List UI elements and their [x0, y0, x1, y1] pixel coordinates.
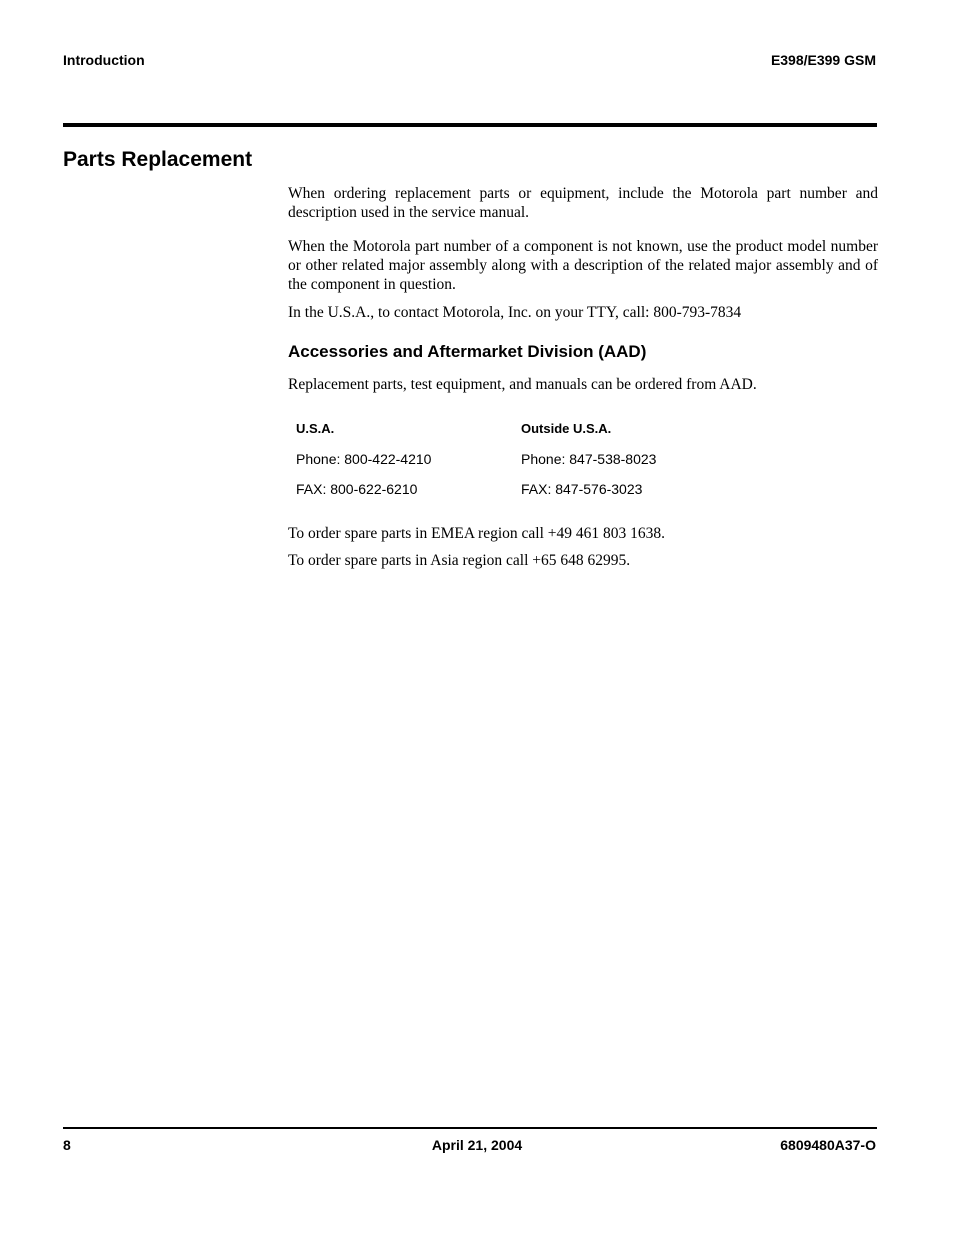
paragraph-tty-contact: In the U.S.A., to contact Motorola, Inc. on your TTY, call: 800-793-7834 — [288, 304, 742, 321]
page-title: Parts Replacement — [63, 148, 253, 171]
footer-rule — [63, 1127, 877, 1129]
table-cell-outside-fax: FAX: 847-576-3023 — [521, 481, 643, 497]
table-cell-outside-phone: Phone: 847-538-8023 — [521, 451, 657, 467]
table-header-outside-usa: Outside U.S.A. — [521, 421, 612, 436]
table-cell-usa-fax: FAX: 800-622-6210 — [296, 481, 418, 497]
footer-doc-number: 6809480A37-O — [780, 1137, 876, 1153]
table-cell-usa-phone: Phone: 800-422-4210 — [296, 451, 432, 467]
subsection-title: Accessories and Aftermarket Division (AAD) — [288, 342, 647, 361]
paragraph-ordering: When ordering replacement parts or equipment, include the Motorola part number and description used in the service manual. — [288, 185, 878, 221]
note-emea: To order spare parts in EMEA region call +49 461 803 1638. — [288, 525, 665, 542]
subsection-intro: Replacement parts, test equipment, and manuals can be ordered from AAD. — [288, 376, 757, 393]
footer-date: April 21, 2004 — [431, 1137, 523, 1153]
note-asia: To order spare parts in Asia region call +65 648 62995. — [288, 552, 631, 569]
header-rule — [63, 123, 877, 127]
table-header-usa: U.S.A. — [296, 421, 335, 436]
paragraph-unknown-part: When the Motorola part number of a component is not known, use the product model number or other related major assembly along with a description of the related major assembly and of the component in question. — [288, 238, 878, 293]
header-model-label: E398/E399 GSM — [770, 52, 876, 68]
footer-page-number: 8 — [63, 1137, 71, 1153]
header-section-label: Introduction — [63, 52, 145, 68]
